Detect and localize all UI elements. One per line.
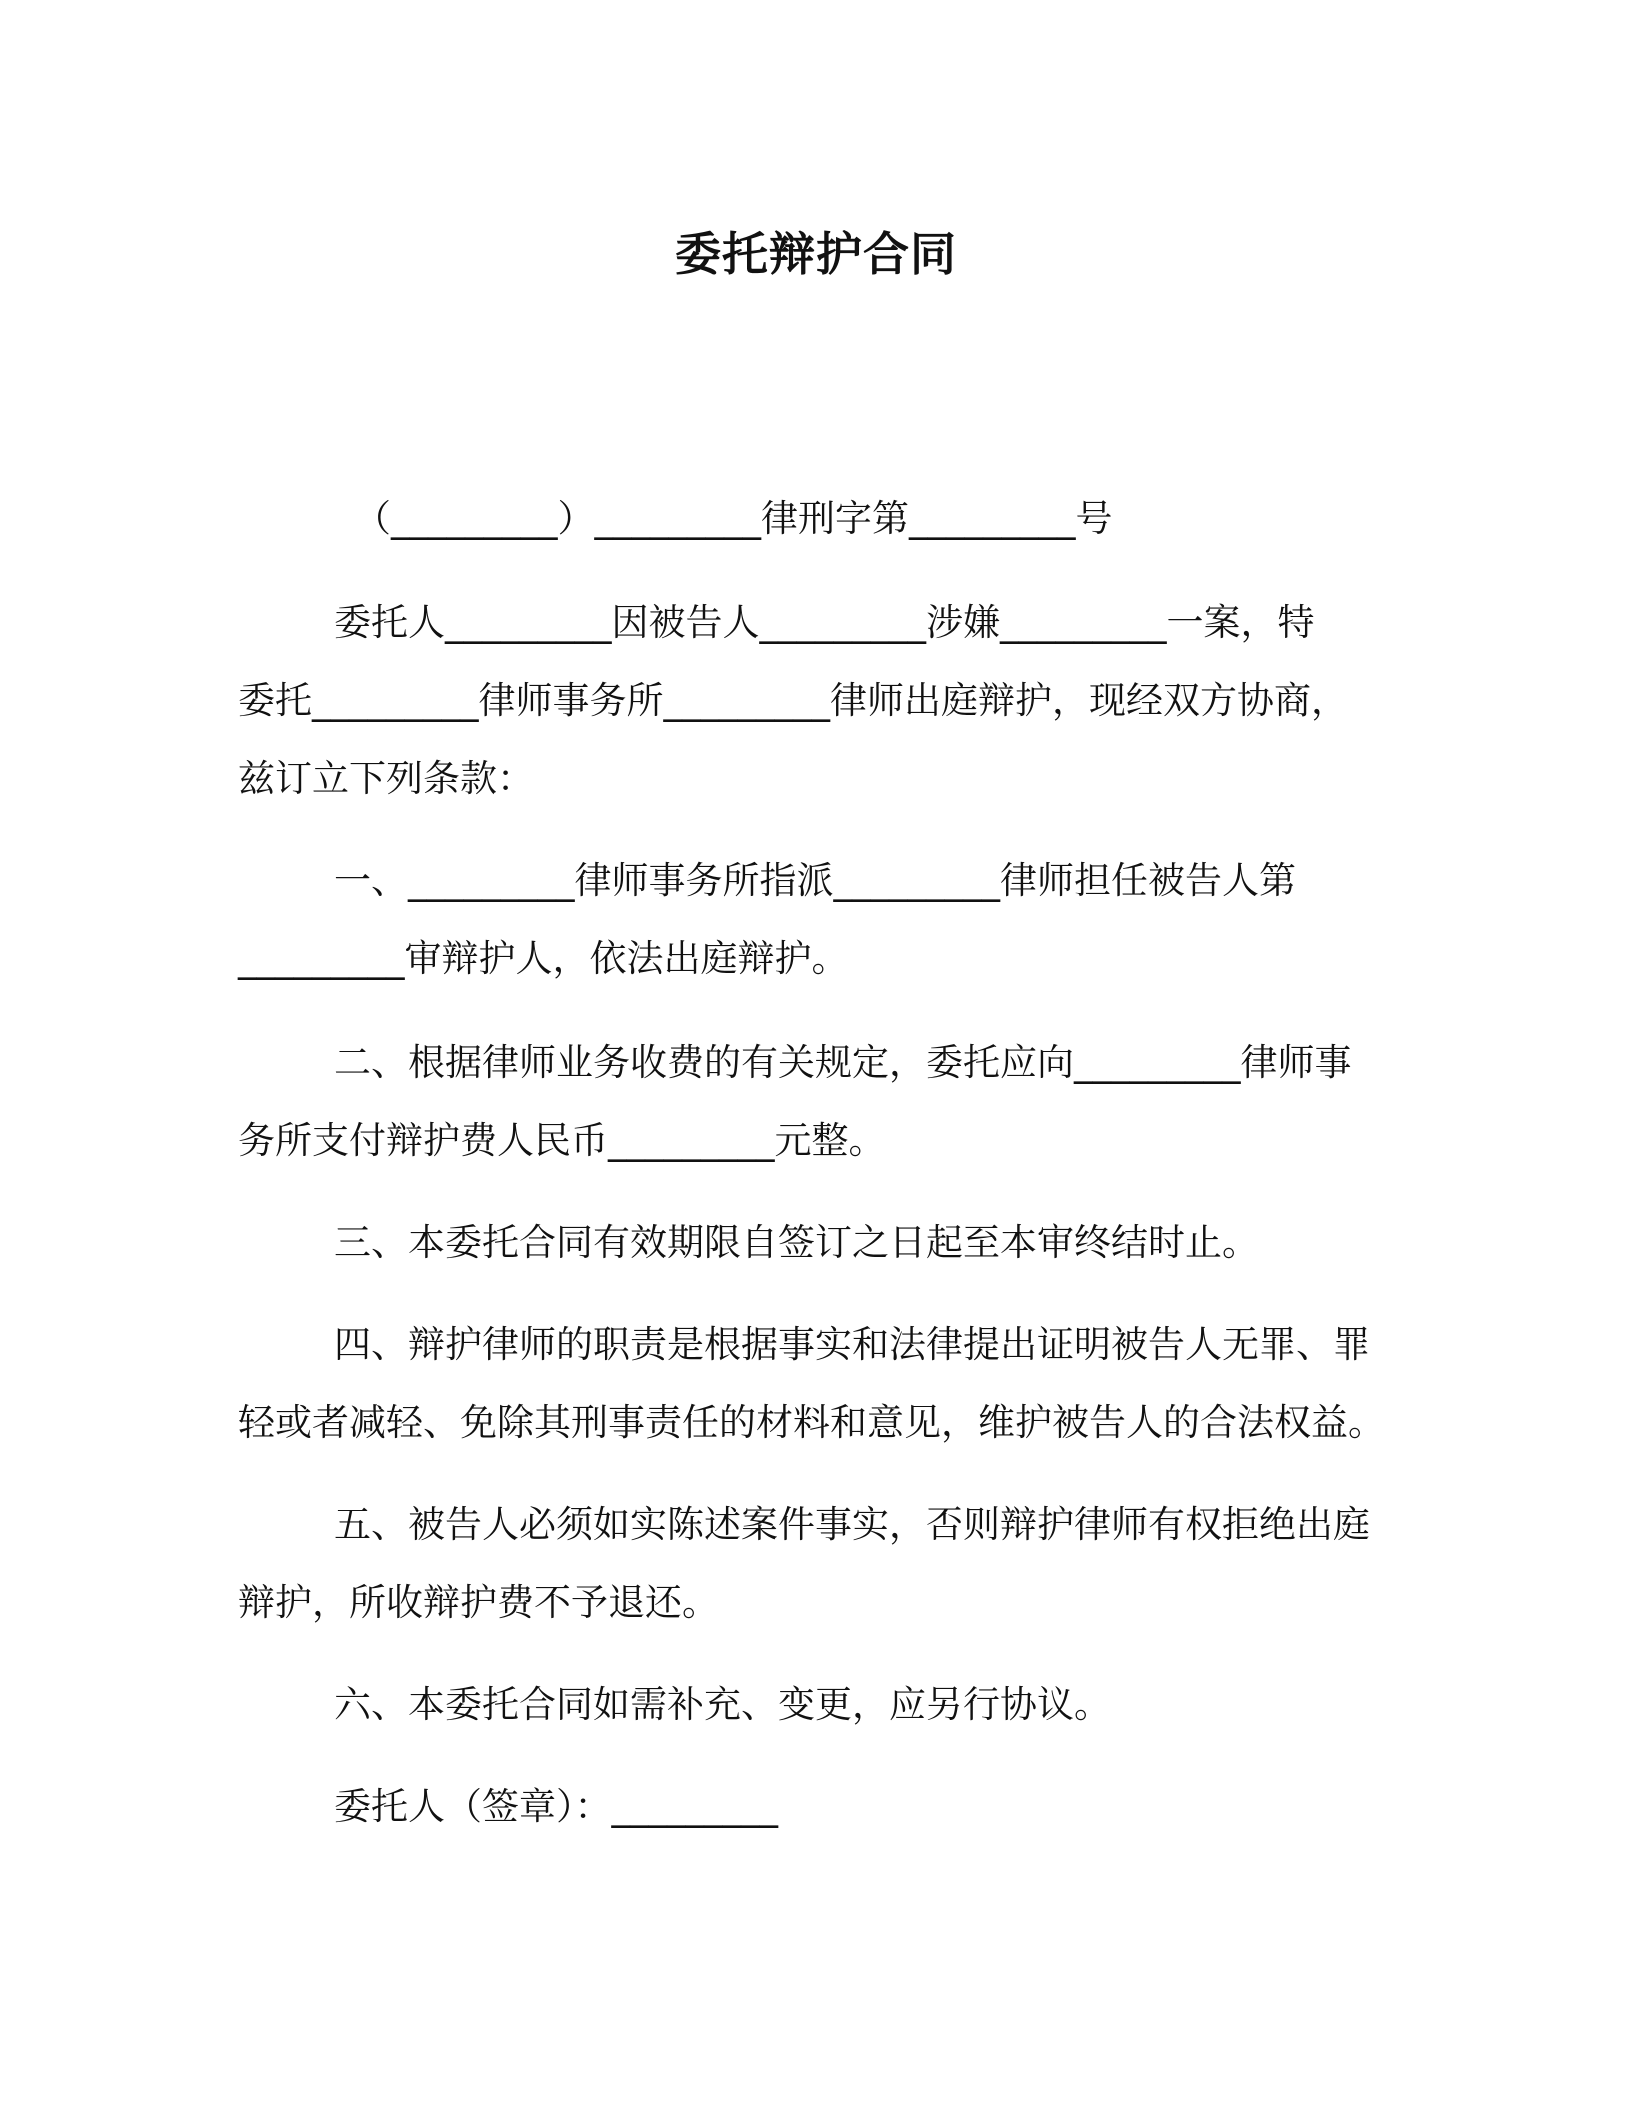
clause-1-line-2: _________审辩护人，依法出庭辩护。 — [238, 937, 849, 980]
document-number: （_________）_________律刑字第_________号 — [354, 497, 1113, 540]
document-title: 委托辩护合同 — [675, 227, 957, 281]
clause-1-line-1: 一、_________律师事务所指派_________律师担任被告人第 — [334, 859, 1296, 902]
signature-line: 委托人（签章）：_________ — [334, 1785, 778, 1828]
clause-6-line-1: 六、本委托合同如需补充、变更，应另行协议。 — [334, 1683, 1111, 1726]
clause-5-line-2: 辩护，所收辩护费不予退还。 — [238, 1581, 719, 1624]
clause-4-line-1: 四、辩护律师的职责是根据事实和法律提出证明被告人无罪、罪 — [334, 1323, 1370, 1366]
preamble-line-1: 委托人_________因被告人_________涉嫌_________一案，特 — [334, 601, 1315, 644]
clause-5-line-1: 五、被告人必须如实陈述案件事实，否则辩护律师有权拒绝出庭 — [334, 1503, 1370, 1546]
preamble-line-3: 兹订立下列条款： — [238, 757, 534, 800]
preamble-line-2: 委托_________律师事务所_________律师出庭辩护，现经双方协商， — [238, 679, 1348, 722]
clause-2-line-1: 二、根据律师业务收费的有关规定，委托应向_________律师事 — [334, 1041, 1352, 1084]
clause-3-line-1: 三、本委托合同有效期限自签订之日起至本审终结时止。 — [334, 1221, 1259, 1264]
clause-2-line-2: 务所支付辩护费人民币_________元整。 — [238, 1119, 886, 1162]
clause-4-line-2: 轻或者减轻、免除其刑事责任的材料和意见，维护被告人的合法权益。 — [238, 1401, 1385, 1444]
